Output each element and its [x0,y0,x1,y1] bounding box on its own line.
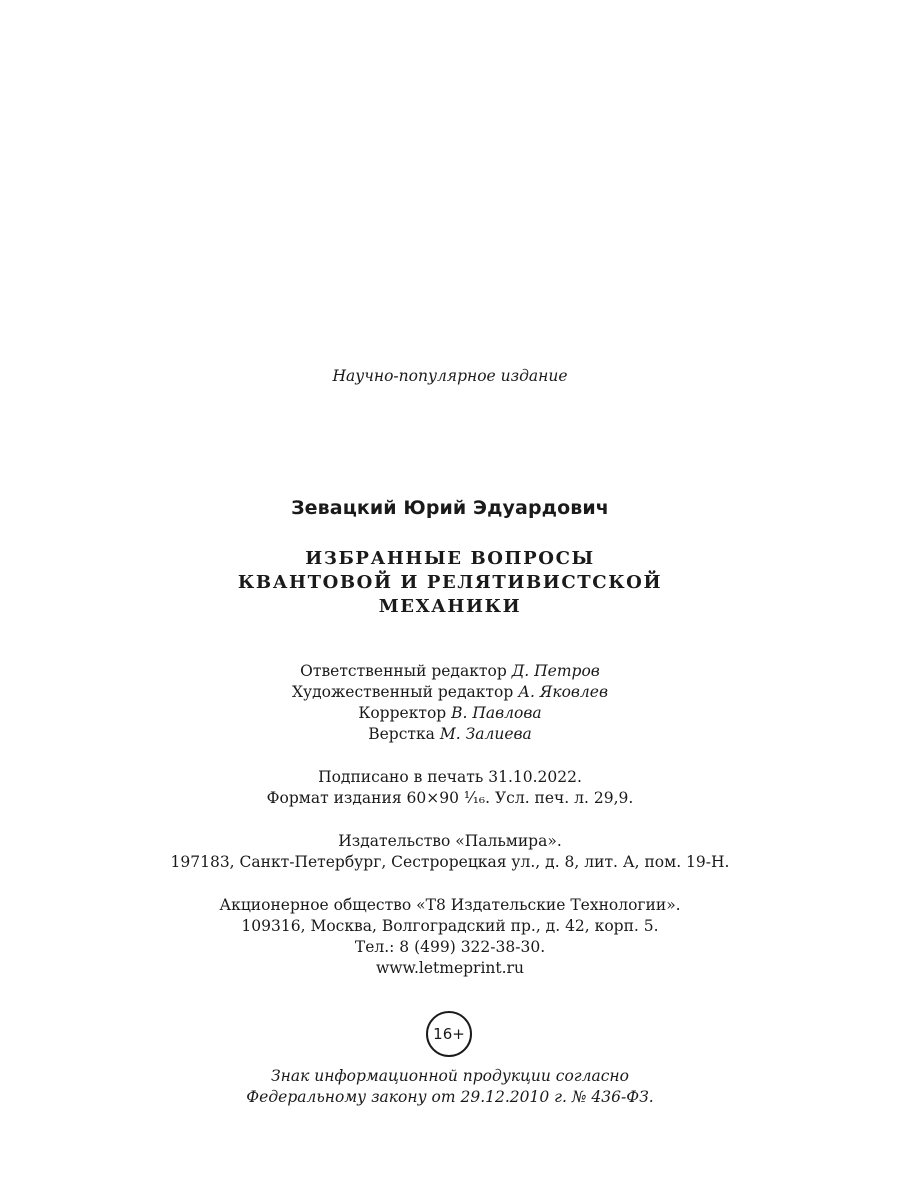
edition-format: Формат издания 60×90 ¹⁄₁₆. Усл. печ. л. 29,9. [266,789,634,807]
credit-person: Д. Петров [511,662,600,680]
credit-role: Корректор [358,704,447,722]
credit-layout [0,725,900,743]
book-title-line-1: ИЗБРАННЫЕ ВОПРОСЫ [305,548,595,569]
legal-notice-line-2: Федеральному закону от 29.12.2010 г. № 436-ФЗ. [246,1088,654,1106]
printer-address: 109316, Москва, Волгоградский пр., д. 42, корп. 5. [241,917,659,935]
book-title-line-2: КВАНТОВОЙ И РЕЛЯТИВИСТСКОЙ [237,572,663,593]
signed-to-print: Подписано в печать 31.10.2022. [318,768,582,786]
edition-genre: Научно-популярное издание [332,367,568,385]
credit-art-editor [0,683,900,701]
printer-website: www.letmeprint.ru [376,959,524,977]
credit-person: М. Залиева [439,725,532,743]
credit-person: А. Яковлев [518,683,608,701]
legal-notice-line-1: Знак информационной продукции согласно [271,1067,629,1085]
credit-role: Художественный редактор [291,683,514,701]
printer-name: Акционерное общество «Т8 Издательские Технологии». [219,896,681,914]
credit-person: В. Павлова [451,704,542,722]
age-rating-badge: 16+ [426,1011,472,1057]
credit-role: Ответственный редактор [300,662,507,680]
publisher-name: Издательство «Пальмира». [338,832,562,850]
author-name: Зевацкий Юрий Эдуардович [291,497,609,519]
credit-role: Верстка [368,725,435,743]
printer-phone: Тел.: 8 (499) 322-38-30. [354,938,546,956]
credit-executive-editor [0,662,900,680]
book-title-line-3: МЕХАНИКИ [378,596,522,617]
credit-proofreader [0,704,900,722]
publisher-address: 197183, Санкт-Петербург, Сестрорецкая ул., д. 8, лит. А, пом. 19-Н. [170,853,730,871]
